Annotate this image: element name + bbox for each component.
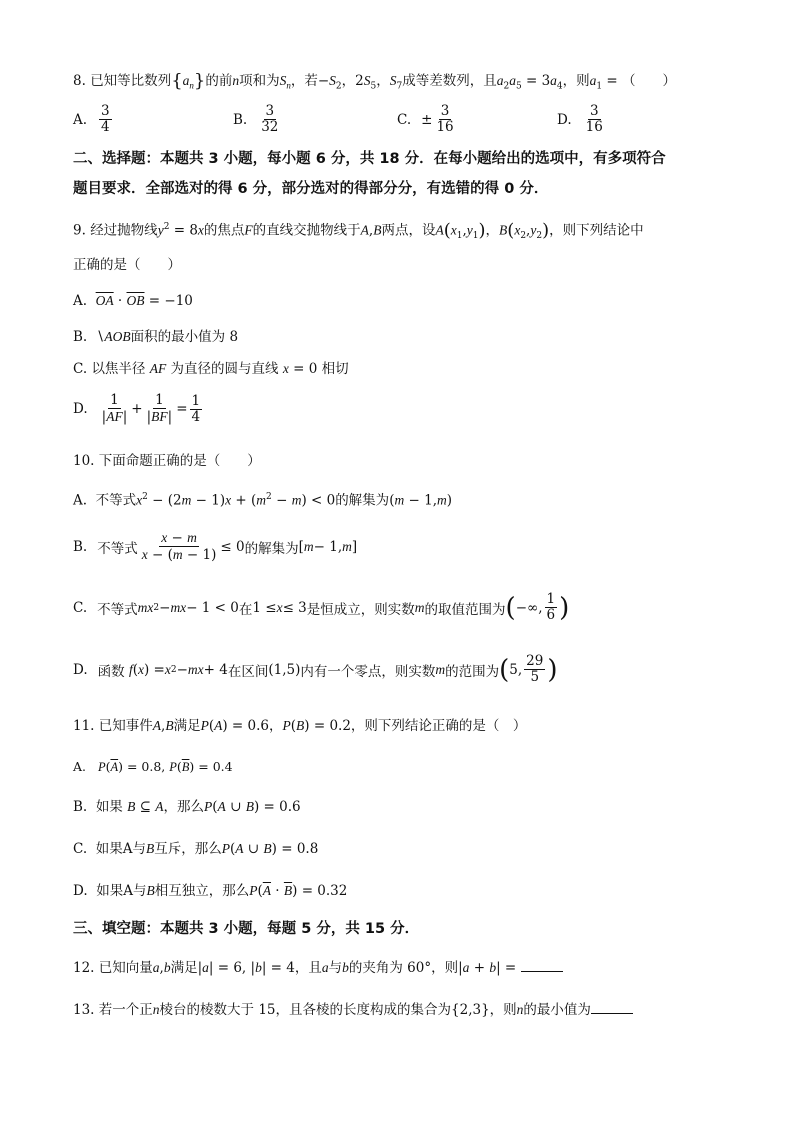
q8-option-d[interactable]: D. $\frac{3}{16}$ (557, 103, 603, 135)
q8-number: 8. (73, 73, 86, 89)
q13-answer-blank[interactable] (591, 1000, 633, 1014)
q9-option-b[interactable]: B. ∖AOB面积的最小值为 8 (73, 329, 239, 345)
q9-option-c[interactable]: C. 以焦半径 AF 为直径的圆与直线 x = 0 相切 (73, 361, 349, 377)
q12-answer-blank[interactable] (521, 958, 563, 972)
q8-option-b[interactable]: B. $\frac{3}{32}$ (233, 103, 279, 135)
q11-option-d[interactable]: D. 如果A与B相互独立，那么$P(\overline{A} \cdot \overline{B}) = 0.32$ (73, 883, 348, 899)
q12-stem: 12. 已知向量a,b满足|a| = 6, |b| = 4，且a与b的夹角为 60°，则|a + b| = (73, 958, 563, 977)
q10-option-a[interactable]: A. 不等式$x^2 - (2m - 1)x + (m^2 - m) < 0$的解集为(m − 1,m) (73, 492, 453, 509)
q11-option-c[interactable]: C. 如果A与B互斥，那么P(A ∪ B) = 0.8 (73, 841, 319, 857)
section-2-heading-cont: 题目要求．全部选对的得 6 分，部分选对的得部分分，有选错的得 0 分． (73, 181, 549, 197)
q9-option-a[interactable]: A. $\overline{OA} \cdot \overline{OB} = -10$ (73, 293, 193, 309)
q10-option-d[interactable]: D. 函数 f ( x ) = x 2 − mx + 4 在区间 (1,5) 内有一个零点，则实数 m 的范围为 ( 5, $\frac{29}{5}$ ) (73, 653, 558, 685)
q13-stem: 13. 若一个正n棱台的棱数大于 15，且各棱的长度构成的集合为{2,3}，则n的最小值为 (73, 1000, 633, 1019)
q11-stem: 11. 已知事件A,B满足P(A) = 0.6，P(B) = 0.2，则下列结论正确的是（ ） (73, 718, 527, 734)
q9-stem: 9. 经过抛物线$y^2 = 8x$的焦点F的直线交抛物线于A,B两点，设$A(x_1,y_1)$，$B(x_2,y_2)$，则下列结论中 (73, 220, 644, 242)
section-3-heading: 三、填空题：本题共 3 小题，每题 5 分，共 15 分． (73, 921, 420, 937)
q10-stem: 10. 下面命题正确的是（ ） (73, 453, 261, 469)
section-2-heading: 二、选择题：本题共 3 小题，每小题 6 分，共 18 分．在每小题给出的选项中，有多项符合 (73, 151, 666, 167)
q8-stem: 8. 已知等比数列$\{a_n\}$的前n项和为$S_n$，若$-S_2$，$2S_5$，$S_7$成等差数列，且$a_2a_5 = 3a_4$，则$a_1$ = （ ） (73, 70, 677, 92)
q8-option-c[interactable]: C. ± $\frac{3}{16}$ (397, 103, 454, 135)
q9-stem-cont: 正确的是（ ） (73, 257, 181, 273)
q10-option-c[interactable]: C. 不等式 mx 2 − mx − 1 < 0 在 1 ≤ x ≤ 3 是恒成立，则实数 m 的取值范围为 ( −∞, $\frac{1}{6}$ ) (73, 591, 570, 623)
q8-option-a[interactable]: A. $\frac{3}{4}$ (73, 103, 110, 135)
q11-option-b[interactable]: B. 如果 B ⊆ A，那么P(A ∪ B) = 0.6 (73, 799, 301, 815)
q10-option-b[interactable]: B. 不等式 $\frac{x - m}{x - (m - 1)}$ ≤ 0 的解集为 [ m − 1, m ] (73, 530, 358, 563)
q9-option-d[interactable]: D. $\frac{1}{|AF|}$ + $\frac{1}{|BF|}$ = $\frac{1}{4}$ (73, 392, 201, 425)
q11-option-a[interactable]: A. $P(\overline{A}) = 0.8$, $P(\overline{B}) = 0.4$ (73, 759, 233, 774)
